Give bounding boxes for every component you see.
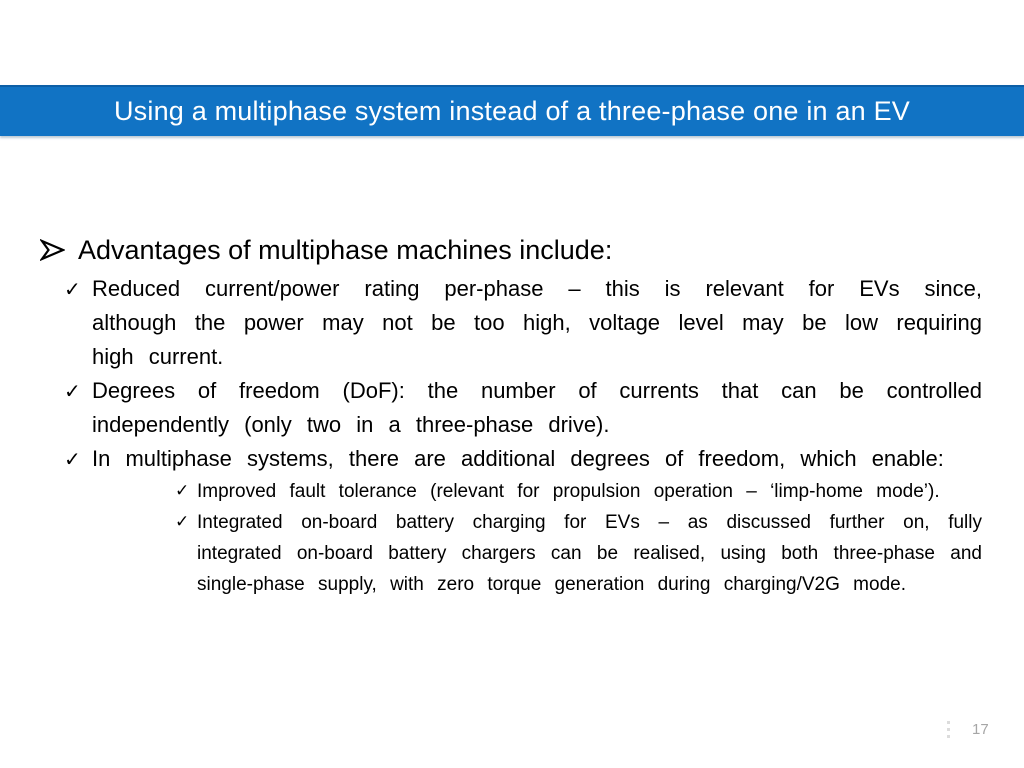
slide-title-bar [0, 85, 1024, 136]
checkmark-icon: ✓ [64, 277, 81, 301]
slide-title: Using a multiphase system instead of a three-phase one in an EV [113, 96, 911, 126]
sub-bullet-text: Improved fault tolerance (relevant for propulsion operation – ‘limp-home mode’). [197, 481, 940, 502]
sub-bullet-item [175, 476, 982, 507]
heading-row [40, 230, 982, 270]
sub-bullet-text: Integrated on-board battery charging for EVs – as discussed further on, fully integrated on-board battery chargers can be realised, using both three-phase and single-phase supply, with zero torque generation during charging/V2G mode. [197, 512, 982, 595]
sub-bullet-item [175, 507, 982, 600]
checkmark-icon: ✓ [175, 512, 190, 532]
slide-content [40, 230, 982, 600]
bullet-item [64, 272, 982, 374]
arrowhead-right-icon [40, 239, 65, 261]
checkmark-icon: ✓ [175, 481, 190, 501]
bullet-text: Degrees of freedom (DoF): the number of currents that can be controlled independently (only two in a three-phase drive). [92, 378, 982, 437]
faint-dots-mark [947, 721, 950, 738]
bullet-item [64, 442, 982, 476]
page-number: 17 [972, 721, 989, 738]
bullet-list [64, 272, 982, 600]
bullet-text: In multiphase systems, there are additional degrees of freedom, which enable: [92, 446, 944, 471]
heading-text: Advantages of multiphase machines include: [78, 235, 613, 265]
checkmark-icon: ✓ [64, 379, 81, 403]
checkmark-icon: ✓ [64, 447, 81, 471]
sub-bullet-list [64, 476, 982, 600]
bullet-item [64, 374, 982, 442]
bullet-text: Reduced current/power rating per-phase – this is relevant for EVs since, although the power may not be too high, voltage level may be low requiring high current. [92, 276, 982, 369]
